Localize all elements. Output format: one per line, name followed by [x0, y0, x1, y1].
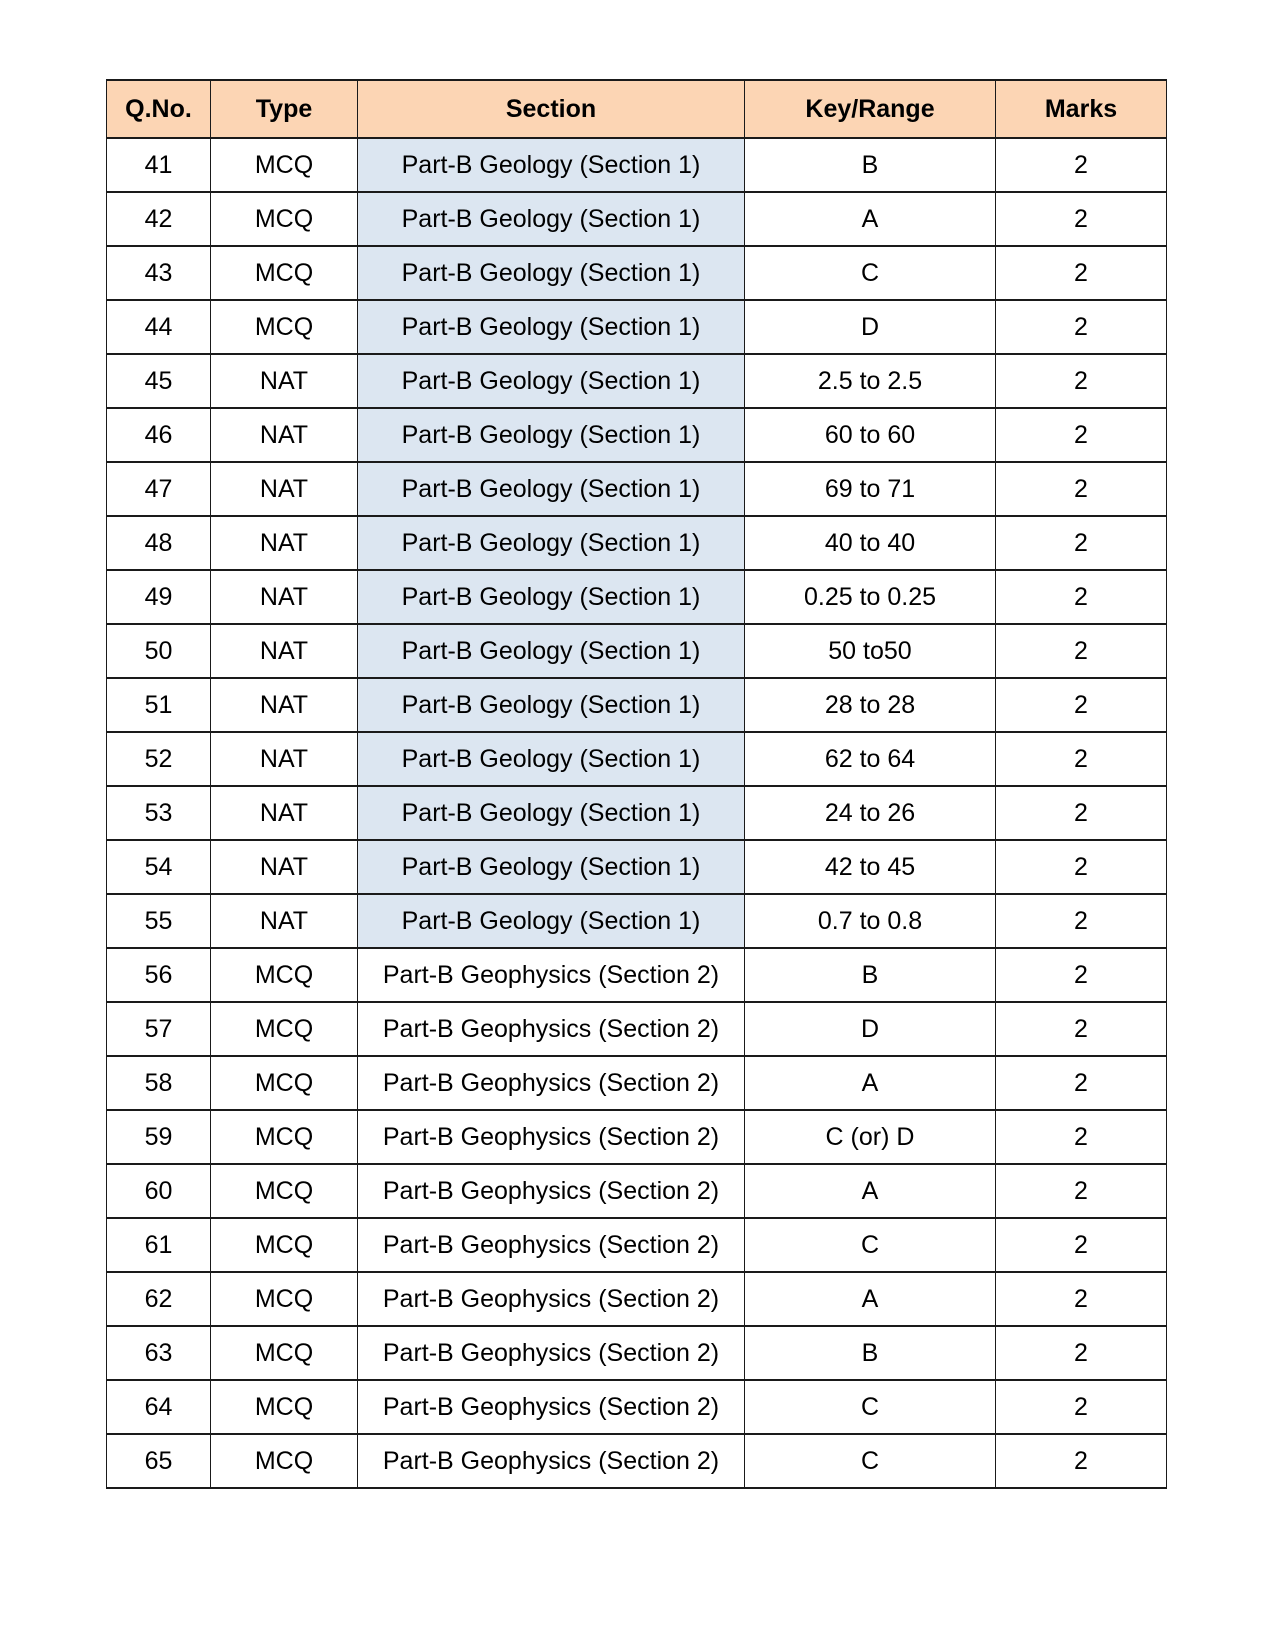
- table-header: [107, 80, 1167, 138]
- cell-key-range: B: [745, 138, 996, 192]
- cell-section: Part-B Geophysics (Section 2): [358, 1434, 745, 1488]
- header-section: Section: [358, 80, 745, 138]
- cell-type: MCQ: [211, 1164, 358, 1218]
- cell-marks: 2: [996, 948, 1167, 1002]
- cell-qno: 47: [107, 462, 211, 516]
- table-row: [107, 1434, 1167, 1488]
- cell-key-range: B: [745, 1326, 996, 1380]
- cell-section: Part-B Geology (Section 1): [358, 894, 745, 948]
- cell-section: Part-B Geology (Section 1): [358, 570, 745, 624]
- cell-section: Part-B Geology (Section 1): [358, 138, 745, 192]
- cell-type: MCQ: [211, 1110, 358, 1164]
- cell-section: Part-B Geophysics (Section 2): [358, 1272, 745, 1326]
- cell-marks: 2: [996, 570, 1167, 624]
- cell-marks: 2: [996, 1272, 1167, 1326]
- cell-section: Part-B Geophysics (Section 2): [358, 1326, 745, 1380]
- cell-qno: 64: [107, 1380, 211, 1434]
- cell-type: NAT: [211, 894, 358, 948]
- cell-qno: 62: [107, 1272, 211, 1326]
- cell-key-range: C (or) D: [745, 1110, 996, 1164]
- cell-marks: 2: [996, 1056, 1167, 1110]
- cell-qno: 43: [107, 246, 211, 300]
- cell-key-range: 60 to 60: [745, 408, 996, 462]
- cell-qno: 63: [107, 1326, 211, 1380]
- table-row: [107, 732, 1167, 786]
- cell-key-range: A: [745, 192, 996, 246]
- cell-type: MCQ: [211, 1434, 358, 1488]
- cell-marks: 2: [996, 1164, 1167, 1218]
- cell-marks: 2: [996, 1380, 1167, 1434]
- cell-key-range: D: [745, 300, 996, 354]
- cell-type: MCQ: [211, 948, 358, 1002]
- cell-type: NAT: [211, 570, 358, 624]
- cell-section: Part-B Geophysics (Section 2): [358, 1002, 745, 1056]
- cell-section: Part-B Geology (Section 1): [358, 246, 745, 300]
- cell-qno: 50: [107, 624, 211, 678]
- cell-type: NAT: [211, 516, 358, 570]
- cell-type: MCQ: [211, 246, 358, 300]
- cell-type: MCQ: [211, 138, 358, 192]
- cell-section: Part-B Geology (Section 1): [358, 462, 745, 516]
- cell-type: MCQ: [211, 1380, 358, 1434]
- cell-qno: 59: [107, 1110, 211, 1164]
- cell-section: Part-B Geology (Section 1): [358, 354, 745, 408]
- cell-marks: 2: [996, 462, 1167, 516]
- table-row: [107, 948, 1167, 1002]
- cell-key-range: 24 to 26: [745, 786, 996, 840]
- table-row: [107, 786, 1167, 840]
- cell-marks: 2: [996, 1326, 1167, 1380]
- header-qno: Q.No.: [107, 80, 211, 138]
- table-row: [107, 246, 1167, 300]
- cell-marks: 2: [996, 354, 1167, 408]
- cell-marks: 2: [996, 840, 1167, 894]
- cell-marks: 2: [996, 894, 1167, 948]
- cell-section: Part-B Geophysics (Section 2): [358, 948, 745, 1002]
- cell-qno: 41: [107, 138, 211, 192]
- cell-section: Part-B Geophysics (Section 2): [358, 1056, 745, 1110]
- answer-key-table: [106, 79, 1167, 1489]
- table-row: [107, 138, 1167, 192]
- cell-marks: 2: [996, 192, 1167, 246]
- cell-marks: 2: [996, 1002, 1167, 1056]
- header-marks: Marks: [996, 80, 1167, 138]
- table-row: [107, 516, 1167, 570]
- cell-type: MCQ: [211, 1002, 358, 1056]
- cell-qno: 57: [107, 1002, 211, 1056]
- cell-key-range: B: [745, 948, 996, 1002]
- table-row: [107, 570, 1167, 624]
- cell-section: Part-B Geology (Section 1): [358, 408, 745, 462]
- cell-marks: 2: [996, 732, 1167, 786]
- cell-type: NAT: [211, 408, 358, 462]
- table-row: [107, 300, 1167, 354]
- cell-qno: 60: [107, 1164, 211, 1218]
- cell-type: MCQ: [211, 1326, 358, 1380]
- cell-qno: 58: [107, 1056, 211, 1110]
- cell-section: Part-B Geology (Section 1): [358, 678, 745, 732]
- cell-section: Part-B Geophysics (Section 2): [358, 1218, 745, 1272]
- cell-qno: 45: [107, 354, 211, 408]
- cell-qno: 48: [107, 516, 211, 570]
- cell-type: NAT: [211, 732, 358, 786]
- table-row: [107, 1272, 1167, 1326]
- cell-type: MCQ: [211, 300, 358, 354]
- cell-key-range: D: [745, 1002, 996, 1056]
- cell-key-range: 62 to 64: [745, 732, 996, 786]
- cell-section: Part-B Geology (Section 1): [358, 516, 745, 570]
- cell-key-range: A: [745, 1056, 996, 1110]
- cell-type: NAT: [211, 678, 358, 732]
- header-key-range: Key/Range: [745, 80, 996, 138]
- table-row: [107, 1218, 1167, 1272]
- cell-type: MCQ: [211, 1056, 358, 1110]
- table-row: [107, 894, 1167, 948]
- cell-marks: 2: [996, 786, 1167, 840]
- cell-marks: 2: [996, 408, 1167, 462]
- cell-marks: 2: [996, 246, 1167, 300]
- cell-qno: 44: [107, 300, 211, 354]
- cell-section: Part-B Geology (Section 1): [358, 192, 745, 246]
- table-row: [107, 1164, 1167, 1218]
- table-row: [107, 624, 1167, 678]
- cell-key-range: C: [745, 246, 996, 300]
- cell-type: NAT: [211, 786, 358, 840]
- cell-qno: 56: [107, 948, 211, 1002]
- cell-qno: 52: [107, 732, 211, 786]
- cell-qno: 65: [107, 1434, 211, 1488]
- cell-type: NAT: [211, 354, 358, 408]
- cell-key-range: 40 to 40: [745, 516, 996, 570]
- table-row: [107, 678, 1167, 732]
- cell-marks: 2: [996, 1434, 1167, 1488]
- table-row: [107, 462, 1167, 516]
- cell-key-range: A: [745, 1272, 996, 1326]
- cell-marks: 2: [996, 1218, 1167, 1272]
- table-row: [107, 1110, 1167, 1164]
- cell-marks: 2: [996, 1110, 1167, 1164]
- cell-type: NAT: [211, 840, 358, 894]
- cell-section: Part-B Geology (Section 1): [358, 840, 745, 894]
- cell-marks: 2: [996, 678, 1167, 732]
- cell-section: Part-B Geology (Section 1): [358, 732, 745, 786]
- cell-qno: 49: [107, 570, 211, 624]
- cell-section: Part-B Geology (Section 1): [358, 786, 745, 840]
- table-row: [107, 1002, 1167, 1056]
- cell-key-range: C: [745, 1434, 996, 1488]
- cell-marks: 2: [996, 300, 1167, 354]
- cell-key-range: 50 to50: [745, 624, 996, 678]
- cell-key-range: C: [745, 1380, 996, 1434]
- cell-marks: 2: [996, 516, 1167, 570]
- header-type: Type: [211, 80, 358, 138]
- cell-qno: 55: [107, 894, 211, 948]
- cell-type: NAT: [211, 624, 358, 678]
- cell-key-range: 42 to 45: [745, 840, 996, 894]
- table-body: [107, 138, 1167, 1488]
- table-row: [107, 354, 1167, 408]
- cell-type: MCQ: [211, 192, 358, 246]
- cell-key-range: 0.25 to 0.25: [745, 570, 996, 624]
- cell-key-range: A: [745, 1164, 996, 1218]
- cell-qno: 53: [107, 786, 211, 840]
- cell-qno: 61: [107, 1218, 211, 1272]
- cell-qno: 46: [107, 408, 211, 462]
- header-row: [107, 80, 1167, 138]
- table-row: [107, 1056, 1167, 1110]
- table-row: [107, 1380, 1167, 1434]
- cell-qno: 42: [107, 192, 211, 246]
- cell-key-range: 2.5 to 2.5: [745, 354, 996, 408]
- table-row: [107, 1326, 1167, 1380]
- cell-key-range: 28 to 28: [745, 678, 996, 732]
- cell-marks: 2: [996, 624, 1167, 678]
- cell-qno: 54: [107, 840, 211, 894]
- answer-key-page: [106, 79, 1166, 1489]
- cell-marks: 2: [996, 138, 1167, 192]
- table-row: [107, 192, 1167, 246]
- cell-key-range: C: [745, 1218, 996, 1272]
- cell-type: NAT: [211, 462, 358, 516]
- table-row: [107, 840, 1167, 894]
- cell-type: MCQ: [211, 1218, 358, 1272]
- cell-section: Part-B Geophysics (Section 2): [358, 1110, 745, 1164]
- cell-key-range: 0.7 to 0.8: [745, 894, 996, 948]
- cell-type: MCQ: [211, 1272, 358, 1326]
- cell-section: Part-B Geology (Section 1): [358, 624, 745, 678]
- cell-key-range: 69 to 71: [745, 462, 996, 516]
- cell-section: Part-B Geology (Section 1): [358, 300, 745, 354]
- cell-section: Part-B Geophysics (Section 2): [358, 1164, 745, 1218]
- table-row: [107, 408, 1167, 462]
- cell-qno: 51: [107, 678, 211, 732]
- cell-section: Part-B Geophysics (Section 2): [358, 1380, 745, 1434]
